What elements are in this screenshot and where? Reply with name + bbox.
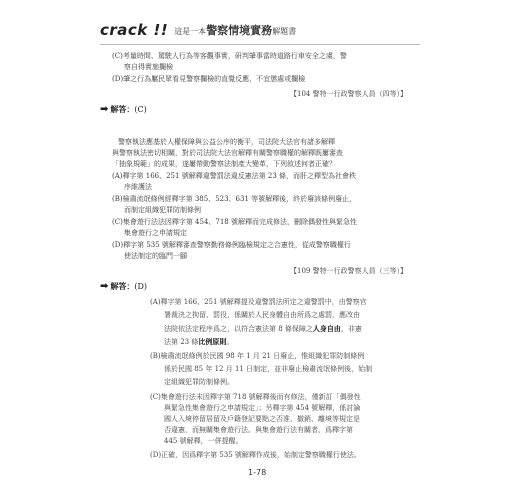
q2-option-b-line2: 而制定組織犯罪防制條例 xyxy=(124,206,201,214)
q2-option-d-line1: (D)釋字第 535 號解釋審查警察勤務條例臨檢規定之合憲性，從成警察職權行 xyxy=(112,241,351,249)
explanation-a-line4 xyxy=(164,337,233,347)
explanation-a-line4-post: 。 xyxy=(226,338,234,346)
explanation-a-line3-text: 法院依法定程序爲之，以符合憲法第 8 條保障之 xyxy=(164,325,313,333)
q1-source: 【104 警特一行政警察人員（四等）】 xyxy=(290,90,408,98)
explanation-b-line1: (B)檢肅流氓條例於民國 98 年 1 月 21 日廢止，惟組織犯罪防制條例 xyxy=(150,352,365,360)
subtitle-suffix: 解題書 xyxy=(272,27,297,36)
subtitle-highlight: 警察情境實務 xyxy=(206,24,273,37)
q1-option-c-line1: (C)考量時間、駕駛人行為等客觀事實，研判肇事當時道路行車安全之虞，警 xyxy=(112,52,347,60)
q2-source: 【109 警特一行政警察人員（三等）】 xyxy=(290,267,408,275)
explanation-a-bold-personal-freedom: 人身自由 xyxy=(312,324,341,333)
q1-answer-label: 解答： xyxy=(110,105,135,114)
q2-intro-line1: 警察執法應基於人權保障與公益公序的衡平，司法院大法官有諸多解釋 xyxy=(118,138,335,146)
explanation-c-line3: 國人入境停留居留及戶籍登記要點之否准、撤銷、離境等規定是 xyxy=(164,415,360,423)
explanation-d-line1: (D)正確，因爲釋字第 535 號解釋作成後，始制定警察職權行使法。 xyxy=(150,451,361,459)
explanation-c-line4: 否違憲，而無關集會遊行法。與集會遊行法有關者，爲釋字第 xyxy=(164,426,353,434)
book-logo: crack !! xyxy=(100,21,169,39)
q1-option-c-line2: 察自得實施攔檢 xyxy=(124,63,173,71)
q1-option-d: (D)肇之行為屬民眾看見警察攔檢的直覺反應，不宜懲處或攔檢 xyxy=(112,75,306,83)
page-number: 1-78 xyxy=(248,468,267,477)
book-subtitle xyxy=(174,22,296,38)
q1-answer-value: (C) xyxy=(134,105,147,114)
explanation-c-line1: (C)集會遊行法未因釋字第 718 號解釋後而有修法，僅新訂「偶發性 xyxy=(150,393,361,401)
q2-intro-line2: 與警察執法密切相關，對於司法院大法官解釋有關警察職權的解釋既屢審查 xyxy=(112,149,343,157)
explanation-b-line3: 定組織犯罪防制條例。 xyxy=(164,378,234,386)
explanation-a-line2: 署裁決之拘留、罰役，係關於人民身體自由所爲之處罰，應改由 xyxy=(164,311,360,319)
explanation-a-line4-pre: 法第 23 條 xyxy=(164,338,199,346)
q2-option-c-line1: (C)集會遊行法法因釋字第 454、718 號解釋而完成修法，刪除偶發性與緊急性 xyxy=(112,218,357,226)
explanation-c-line2: 與緊急性集會遊行之申請規定」；另釋字第 454 號解釋，係討論 xyxy=(164,404,361,412)
q2-answer-value: (D) xyxy=(134,282,148,291)
q2-option-a-line1: (A)釋字第 166、251 號解釋違警罰法違反憲法第 23 條，而肝之釋型為社會秩 xyxy=(112,172,357,180)
page-header xyxy=(100,20,296,40)
q2-option-a-line2: 序維護法 xyxy=(124,183,152,191)
explanation-b-line2: 係於民國 85 年 12 月 11 日制定，並非廢止檢肅流氓條例後，始制 xyxy=(164,365,373,373)
answer-arrow-icon: ➡ xyxy=(100,104,109,115)
header-divider xyxy=(100,44,420,45)
q2-option-c-line2: 集會遊行之申請規定 xyxy=(124,229,187,237)
q2-answer xyxy=(100,281,147,292)
explanation-a-line3 xyxy=(164,324,362,334)
explanation-a-line3-tail: ，非憲 xyxy=(340,325,362,333)
q2-answer-label: 解答： xyxy=(110,282,135,291)
explanation-a-bold-proportionality: 比例原則 xyxy=(198,337,227,346)
q1-answer xyxy=(100,104,147,115)
q2-option-b-line1: (B)檢肅流氓條例經釋字第 385、523、631 等號解釋後，終於廢該條例廢止， xyxy=(112,195,357,203)
explanation-a-line1: (A)釋字第 166、251 號解釋提及違警罰法所定之違警罰中，由警察官 xyxy=(150,298,367,306)
q2-option-d-line2: 使法制定的臨門一腳 xyxy=(124,252,187,260)
subtitle-prefix: 這是一本 xyxy=(174,27,207,36)
explanation-c-line5: 445 號解釋，一併提醒。 xyxy=(164,437,243,445)
answer-arrow-icon: ➡ xyxy=(100,281,109,292)
q2-intro-line3: 「抽象規範」的成果，遂屢帶動警察法制產大變革，下列敘述何者正確？ xyxy=(112,160,336,168)
